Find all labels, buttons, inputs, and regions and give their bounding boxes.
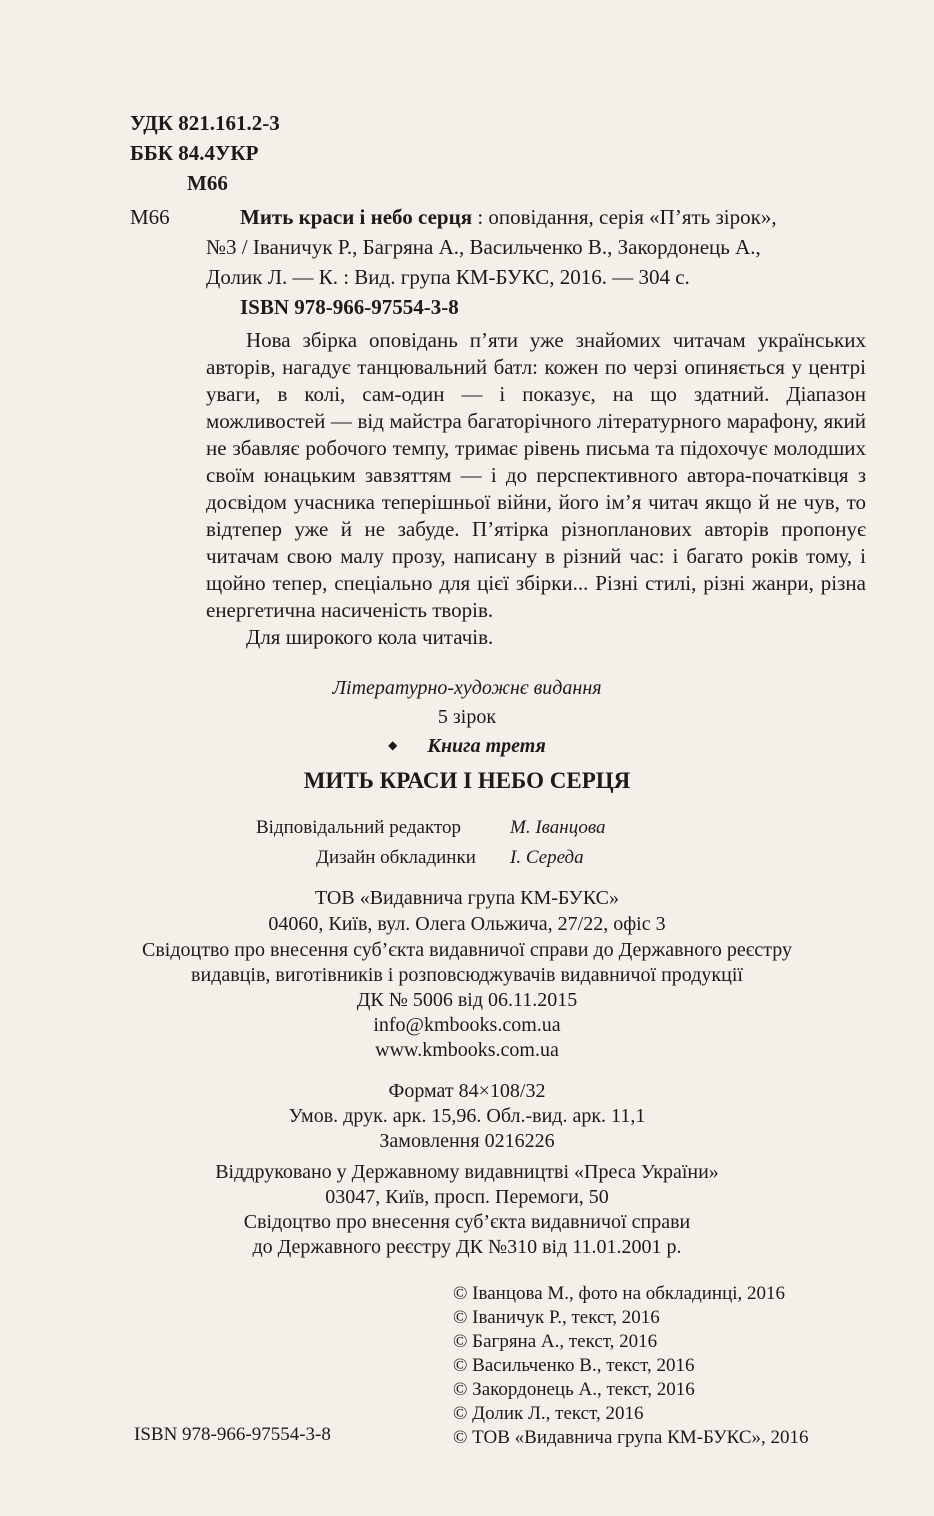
editor-label: Відповідальний редактор	[256, 817, 462, 838]
publisher-email: info@kmbooks.com.ua	[373, 1014, 561, 1036]
bib-isbn: ISBN 978-966-97554-3-8	[240, 295, 459, 319]
publisher-address: 04060, Київ, вул. Олега Ольжича, 27/22, офіс 3	[268, 913, 666, 935]
edition-book-line	[0, 732, 934, 762]
printer-line-4: до Державного реєстру ДК №310 від 11.01.2001 р.	[252, 1236, 682, 1258]
edition-type: Літературно-художнє видання	[332, 677, 602, 699]
bullet-icon: ◆	[388, 738, 398, 752]
design-name: І. Середа	[510, 847, 584, 868]
bib-line-1-rest: : оповідання, серія «П’ять зірок»,	[472, 205, 777, 229]
copyright-line: © Іваничук Р., текст, 2016	[453, 1307, 660, 1328]
bib-title: Мить краси і небо серця	[240, 205, 473, 229]
udk-code: УДК 821.161.2-3	[130, 111, 280, 135]
print-order: Замовлення 0216226	[379, 1130, 555, 1152]
annotation-paragraph: Нова збірка оповідань п’яти уже знайомих читачам українських авторів, нагадує танцювальний батл: кожен по черзі опиняється у центрі уваги, в колі, сам-один — і показує, на що здатний. Діапазон можливостей — від майстра багаторічного літературного марафону, який не збавляє робочого темпу, тримає рівень письма та підохочує молодших своїм юнацьким завзяттям — і до перспективного автора-початківця з досвідом учасника теперішньої війни, його ім’я читач якщо й не чув, то відтепер уже й не забуде. П’ятірка різнопланових авторів пропонує читачам свою малу прозу, написану в різний час: і багато років тому, і щойно тепер, спеціально для цієї збірки... Різні стилі, різні жанри, різна енергетична насиченість творів.	[206, 328, 866, 622]
copyright-line: © ТОВ «Видавнича група КМ-БУКС», 2016	[453, 1427, 809, 1448]
publisher-website: www.kmbooks.com.ua	[375, 1039, 559, 1061]
publisher-cert-1: Свідоцтво про внесення суб’єкта видавничої справи до Державного реєстру	[142, 939, 792, 961]
annotation	[206, 327, 866, 651]
edition-book: Книга третя	[427, 735, 546, 757]
copyright-line: © Іванцова М., фото на обкладинці, 2016	[453, 1283, 786, 1304]
annotation-audience: Для широкого кола читачів.	[246, 625, 494, 649]
bib-mark: М66	[130, 205, 170, 229]
copyright-line: © Васильченко В., текст, 2016	[453, 1355, 695, 1376]
bbk-code: ББК 84.4УКР	[130, 141, 259, 165]
isbn-bottom: ISBN 978-966-97554-3-8	[134, 1424, 331, 1445]
print-format: Формат 84×108/32	[388, 1080, 546, 1102]
printer-line-1: Віддруковано у Державному видавництві «Преса України»	[215, 1161, 719, 1183]
bib-line-2: №3 / Іваничук Р., Багряна А., Васильченко В., Закордонець А.,	[206, 235, 761, 259]
copyright-line: © Багряна А., текст, 2016	[453, 1331, 658, 1352]
publisher-cert-number: ДК № 5006 від 06.11.2015	[356, 989, 578, 1011]
print-sheets: Умов. друк. арк. 15,96. Обл.-вид. арк. 11,1	[288, 1105, 646, 1127]
publisher-cert-2: видавців, виготівників і розповсюджувачів видавничої продукції	[191, 964, 743, 986]
printer-line-3: Свідоцтво про внесення суб’єкта видавничої справи	[243, 1211, 691, 1233]
edition-series: 5 зірок	[437, 706, 497, 728]
printer-line-2: 03047, Київ, просп. Перемоги, 50	[325, 1186, 609, 1208]
edition-title: МИТЬ КРАСИ І НЕБО СЕРЦЯ	[303, 768, 631, 793]
author-mark: М66	[187, 171, 228, 195]
design-label: Дизайн обкладинки	[316, 847, 476, 868]
copyright-line: © Долик Л., текст, 2016	[453, 1403, 644, 1424]
publisher-name: ТОВ «Видавнича група КМ-БУКС»	[314, 887, 620, 909]
copyright-line: © Закордонець А., текст, 2016	[453, 1379, 695, 1400]
bib-line-1	[240, 202, 777, 232]
editor-name: М. Іванцова	[510, 817, 606, 838]
bib-line-3: Долик Л. — К. : Вид. група КМ-БУКС, 2016. — 304 с.	[206, 265, 690, 289]
